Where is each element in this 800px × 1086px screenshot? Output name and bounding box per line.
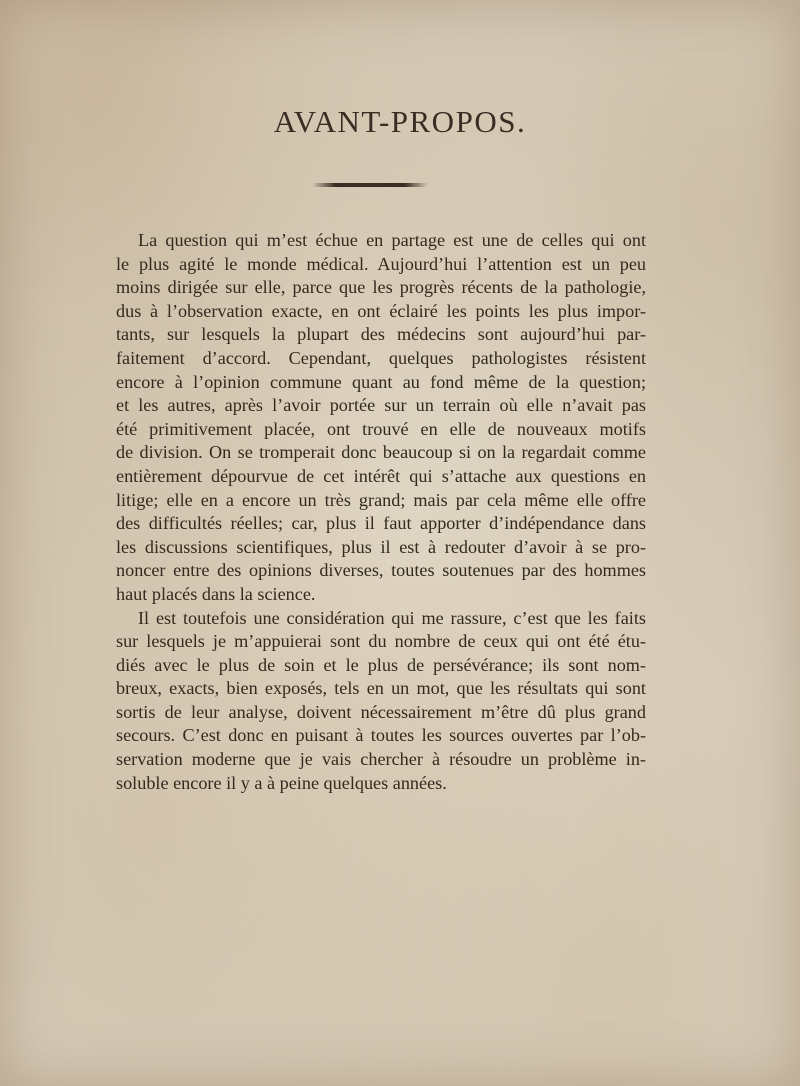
text-line: sortis de leur analyse, doivent nécessairement m’être dû plus grand (116, 701, 646, 722)
paragraph (116, 607, 646, 796)
text-line: des difficultés réelles; car, plus il faut apporter d’indépendance dans (116, 513, 646, 534)
text-line: le plus agité le monde médical. Aujourd’hui l’attention est un peu (116, 253, 646, 274)
page-title: AVANT-PROPOS. (273, 104, 527, 139)
text-line: haut placés dans la science. (116, 583, 316, 604)
text-line: La question qui m’est échue en partage est une de celles qui ont (138, 230, 646, 250)
text-line: été primitivement placée, ont trouvé en elle de nouveaux motifs (116, 418, 646, 439)
text-line: Il est toutefois une considération qui me rassure, c’est que les faits (138, 607, 646, 628)
text-line: diés avec le plus de soin et le plus de persévérance; ils sont nom- (116, 654, 646, 675)
text-line: servation moderne que je vais chercher à résoudre un problème in- (116, 749, 646, 770)
text-line: encore à l’opinion commune quant au fond même de la question; (116, 371, 646, 392)
paragraph (116, 229, 646, 607)
text-line: de division. On se tromperait donc beaucoup si on la regardait comme (116, 442, 646, 463)
text-line: entièrement dépourvue de cet intérêt qui s’attache aux questions en (116, 465, 646, 486)
text-line: et les autres, après l’avoir portée sur un terrain où elle n’avait pas (116, 395, 646, 416)
text-line: secours. C’est donc en puisant à toutes les sources ouvertes par l’ob- (116, 725, 646, 746)
text-line: breux, exacts, bien exposés, tels en un mot, que les résultats qui sont (116, 678, 646, 699)
title-rule (312, 183, 428, 187)
text-line: noncer entre des opinions diverses, toutes soutenues par des hommes (116, 560, 646, 581)
text-line: les discussions scientifiques, plus il est à redouter d’avoir à se pro- (116, 536, 646, 557)
text-line: dus à l’observation exacte, en ont éclairé les points les plus impor- (116, 300, 646, 321)
text-line: sur lesquels je m’appuierai sont du nombre de ceux qui ont été étu- (116, 631, 646, 652)
text-line: tants, sur lesquels la plupart des médecins sont aujourd’hui par- (116, 324, 646, 345)
text-line: faitement d’accord. Cependant, quelques pathologistes résistent (116, 347, 646, 368)
text-line: litige; elle en a encore un très grand; mais par cela même elle offre (116, 489, 646, 510)
text-line: soluble encore il y a à peine quelques années. (116, 772, 447, 793)
text-line: moins dirigée sur elle, parce que les progrès récents de la pathologie, (116, 277, 646, 298)
body-text (116, 229, 646, 795)
